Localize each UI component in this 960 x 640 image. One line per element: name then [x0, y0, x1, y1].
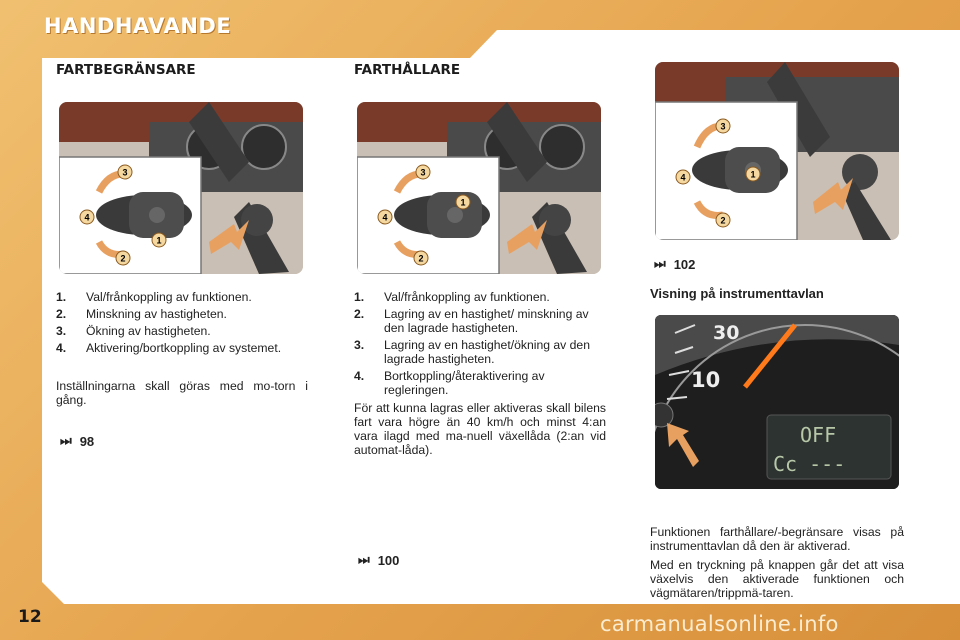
reference-page-number: 102	[673, 256, 696, 272]
watermark-text: carmanualsonline.info	[600, 612, 839, 636]
display-bottom-text: Cc ---	[773, 452, 846, 476]
speed-limiter-list	[56, 290, 308, 355]
callout-4: 4	[680, 172, 686, 183]
list-item: 2. Lagring av en hastighet/ minskning av den lagrade hastigheten.	[354, 307, 589, 335]
list-item: 1. Val/frånkoppling av funktionen.	[354, 290, 550, 304]
callout-3: 3	[720, 121, 726, 132]
page-number: 12	[18, 607, 42, 627]
gauge-mark-30: 30	[713, 322, 740, 344]
callout-2: 2	[120, 253, 126, 264]
list-item: 4. Bortkoppling/återaktivering av regleringen.	[354, 369, 545, 397]
callout-2: 2	[720, 215, 726, 226]
skip-forward-icon: ⏭	[358, 552, 370, 567]
list-item: 1. Val/frånkoppling av funktionen.	[56, 290, 252, 304]
callout-3: 3	[420, 167, 426, 178]
callout-1: 1	[460, 197, 466, 208]
skip-forward-icon: ⏭	[654, 256, 666, 271]
section-cruise-control	[354, 62, 606, 568]
section-speed-limiter	[56, 62, 308, 449]
gauge-illustration	[655, 315, 899, 489]
instrument-display-text-1: Funktionen farthållare/-begränsare visas på instrumenttavlan då den är aktiverad.	[650, 525, 904, 553]
list-item: 4. Aktivering/bortkoppling av systemet.	[56, 341, 282, 355]
stalk-illustration	[357, 102, 601, 274]
display-top-text: OFF	[800, 423, 837, 447]
cruise-control-note: För att kunna lagras eller aktiveras skall bilens fart vara högre än 40 km/h och minst 4:an vara ilagd med ma-nuell växellåda (2:an vid automat-låda).	[354, 401, 606, 457]
section-instrument-display	[650, 62, 904, 600]
stalk-photo	[655, 62, 899, 240]
cruise-control-photo	[357, 102, 601, 274]
page-title: HANDHAVANDE	[44, 14, 232, 38]
callout-1: 1	[750, 169, 756, 180]
skip-forward-icon: ⏭	[60, 433, 72, 448]
speed-limiter-note: Inställningarna skall göras med mo-torn i gång.	[56, 379, 308, 407]
list-item: 3. Ökning av hastigheten.	[56, 324, 211, 338]
callout-4: 4	[382, 212, 388, 223]
cruise-control-list	[354, 290, 606, 397]
reference-page-number: 98	[79, 433, 95, 449]
page-reference[interactable]	[358, 552, 399, 568]
list-item: 2. Minskning av hastigheten.	[56, 307, 227, 321]
stalk-illustration	[655, 62, 899, 240]
callout-1: 1	[156, 235, 162, 246]
reference-page-number: 100	[377, 552, 400, 568]
list-item: 3. Lagring av en hastighet/ökning av den lagrade hastigheten.	[354, 338, 590, 366]
section-title: FARTHÅLLARE	[354, 62, 461, 78]
page-reference[interactable]	[654, 256, 904, 272]
callout-3: 3	[122, 167, 128, 178]
section-title: FARTBEGRÄNSARE	[56, 62, 196, 78]
gauge-mark-10: 10	[691, 368, 721, 392]
instrument-cluster-photo	[655, 315, 899, 489]
callout-2: 2	[418, 253, 424, 264]
page-reference[interactable]	[60, 433, 308, 449]
speed-limiter-photo	[59, 102, 303, 274]
callout-4: 4	[84, 212, 90, 223]
instrument-display-title: Visning på instrumenttavlan	[650, 286, 824, 301]
stalk-illustration	[59, 102, 303, 274]
instrument-display-text-2: Med en tryckning på knappen går det att visa växelvis den aktiverade funktionen och vägmätaren/trippmä-taren.	[650, 558, 904, 600]
